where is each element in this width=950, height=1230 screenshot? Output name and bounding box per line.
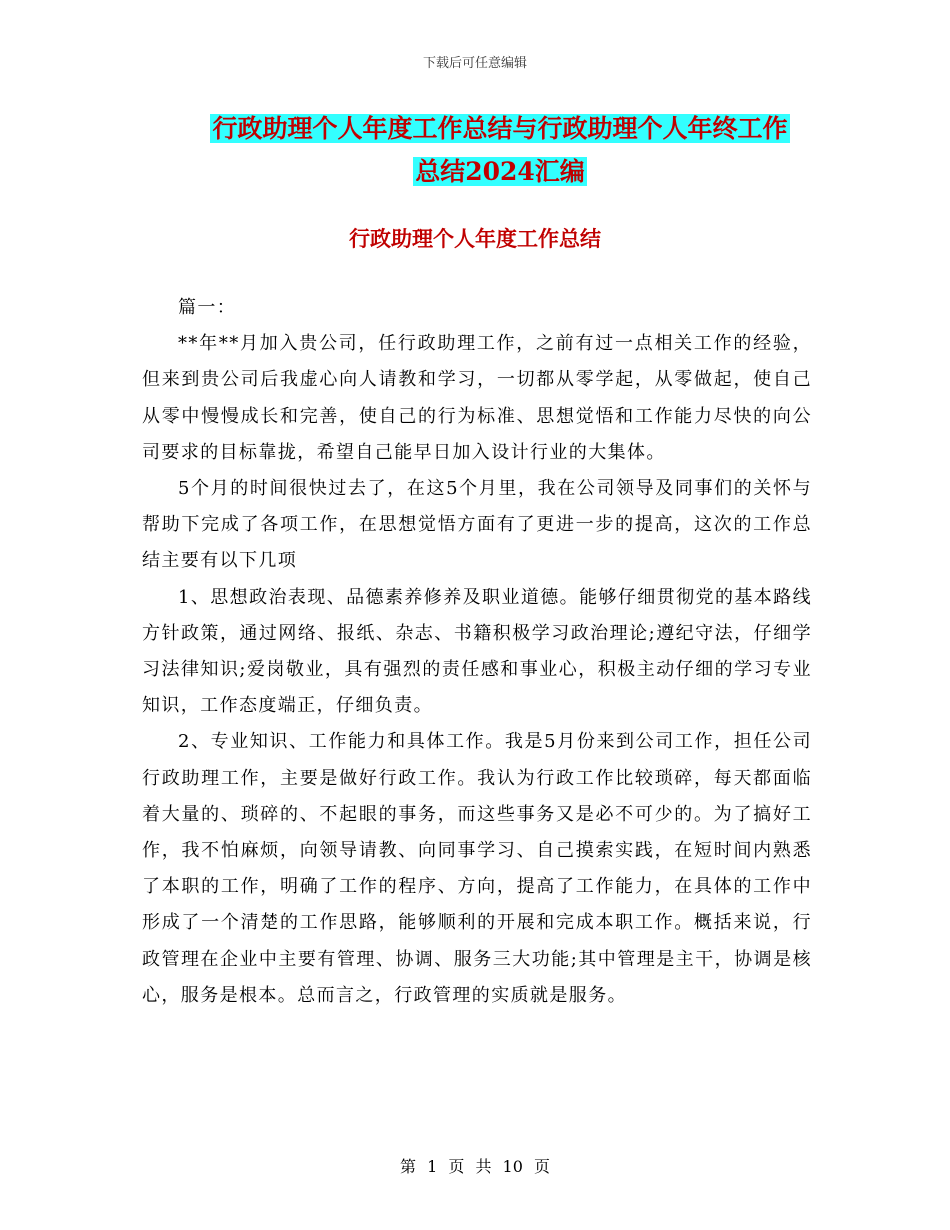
paragraph: **年**月加入贵公司，任行政助理工作，之前有过一点相关工作的经验，但来到贵公司后我虚心向人请教和学习，一切都从零学起，从零做起，使自己从零中慢慢成长和完善，使自己的行为标准、思想觉悟和工作能力尽快的向公司要求的目标靠拢，希望自己能早日加入设计行业的大集体。 [142, 333, 812, 463]
header-note: 下载后可任意编辑 [422, 56, 527, 71]
paragraph: 2、专业知识、工作能力和具体工作。我是5月份来到公司工作，担任公司行政助理工作，主要是做好行政工作。我认为行政工作比较琐碎，每天都面临着大量的、琐碎的、不起眼的事务，而这些事务又是必不可少的。为了搞好工作，我不怕麻烦，向领导请教、向同事学习、自己摸索实践，在短时间内熟悉了本职的工作，明确了工作的程序、方向，提高了工作能力，在具体的工作中形成了一个清楚的工作思路，能够顺利的开展和完成本职工作。概括来说，行政管理在企业中主要有管理、协调、服务三大功能;其中管理是主干，协调是核心，服务是根本。总而言之，行政管理的实质就是服务。 [142, 731, 812, 1006]
page-number-footer: 第 1 页 共 10 页 [400, 1157, 550, 1176]
document-title-line-1 [100, 113, 900, 145]
document-title-text-2: 总结2024汇编 [415, 157, 585, 186]
section-title: 行政助理个人年度工作总结 [349, 226, 601, 251]
document-body [142, 290, 812, 1014]
paragraph-label: 篇一： [178, 297, 237, 318]
paragraph: 1、思想政治表现、品德素养修养及职业道德。能够仔细贯彻党的基本路线方针政策，通过网络、报纸、杂志、书籍积极学习政治理论;遵纪守法，仔细学习法律知识;爱岗敬业，具有强烈的责任感和事业心，积极主动仔细的学习专业知识，工作态度端正，仔细负责。 [142, 586, 812, 717]
document-title-text-1: 行政助理个人年度工作总结与行政助理个人年终工作 [212, 114, 788, 143]
document-title-line-2 [100, 156, 900, 188]
paragraph: 5个月的时间很快过去了，在这5个月里，我在公司领导及同事们的关怀与帮助下完成了各项工作，在思想觉悟方面有了更进一步的提高，这次的工作总结主要有以下几项 [142, 478, 812, 572]
